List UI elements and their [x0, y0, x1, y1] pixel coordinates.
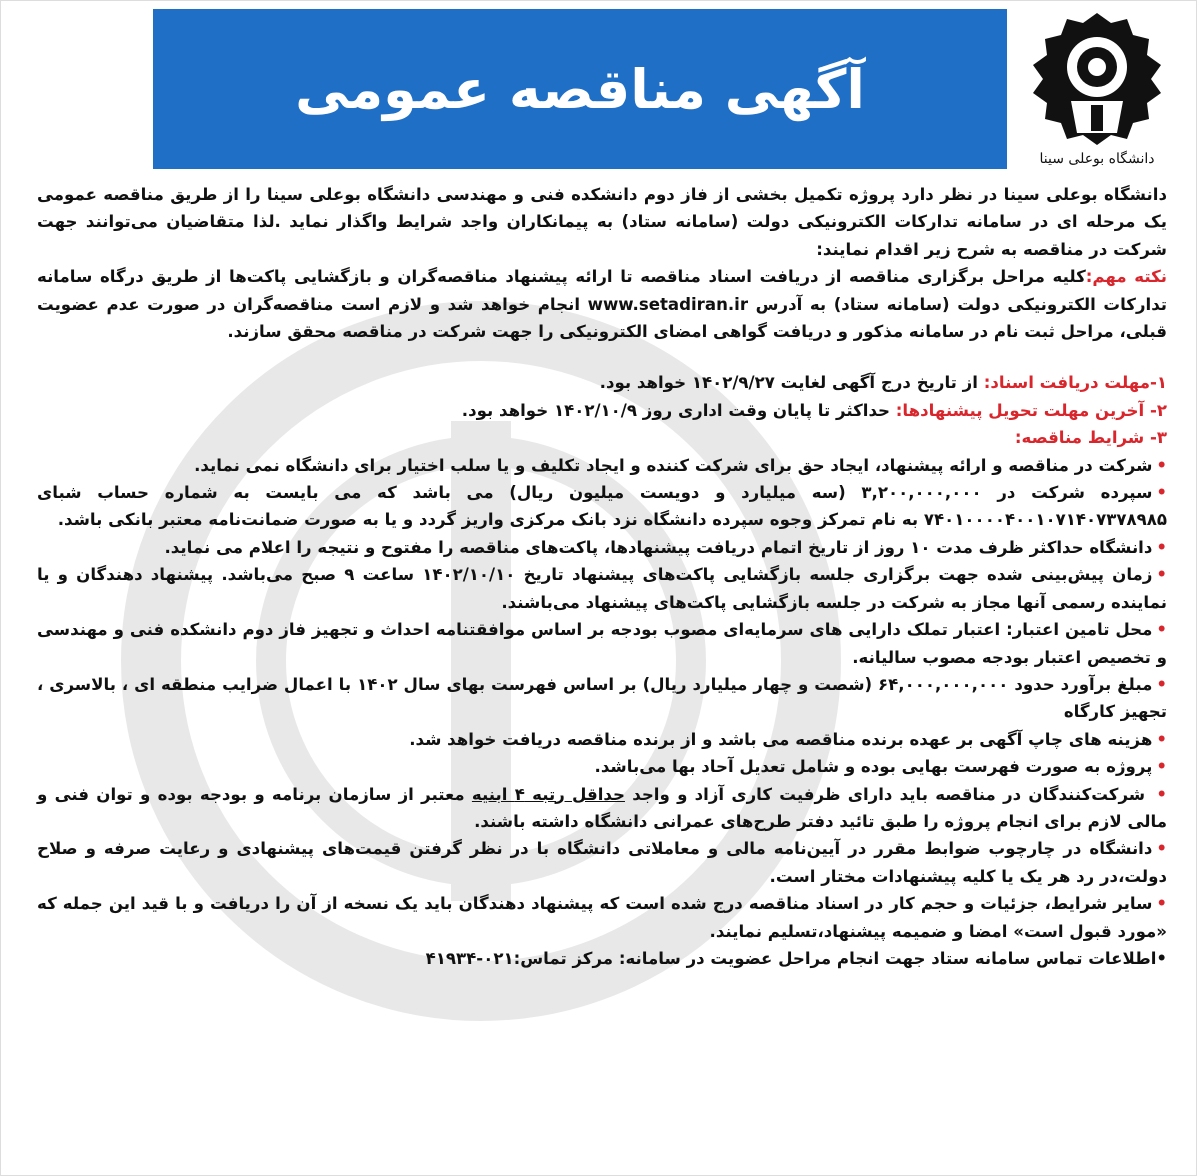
intro-paragraph: دانشگاه بوعلی سینا در نظر دارد پروژه تکمیل بخشی از فاز دوم دانشکده فنی و مهندسی دانشگاه بوعلی سینا را از طریق مناقصه عمومی یک مرحله ای در سامانه تدارکات الکترونیکی دولت (سامانه ستاد) به پیمانکاران واجد شرایط واگذار نماید .لذا متقاضیان می‌توانند جهت شرکت در مناقصه به شرح زیر اقدام نمایند:: [37, 185, 1167, 259]
grade-before: شرکت‌کنندگان در مناقصه باید دارای ظرفیت کاری آزاد و واجد: [632, 784, 1146, 804]
bu-ali-sina-emblem-icon: [1021, 9, 1173, 149]
list-item: • شرکت در مناقصه و ارائه پیشنهاد، ایجاد حق برای شرکت کننده و ایجاد تکلیف و یا سلب اختیار برای دانشگاه نمی نماید.: [37, 452, 1167, 479]
list-item: • محل تامین اعتبار: اعتبار تملک دارایی های سرمایه‌ای مصوب بودجه بر اساس موافقتنامه احداث و تجهیز فاز دوم دانشکده فنی و مهندسی و تخصیص اعتبار بودجه مصوب سالیانه.: [37, 616, 1167, 671]
list-item: • هزینه های چاپ آگهی بر عهده برنده مناقصه می باشد و از برنده مناقصه دریافت خواهد شد.: [37, 726, 1167, 753]
contact-bullet: •: [1156, 948, 1167, 968]
contact-phone: ۰۲۱-۴۱۹۳۴: [425, 948, 514, 968]
list-item: • پروژه به صورت فهرست بهایی بوده و شامل تعدیل آحاد بها می‌باشد.: [37, 753, 1167, 780]
list-item: • سپرده شرکت در ۳,۲۰۰,۰۰۰,۰۰۰ (سه میلیارد و دویست میلیون ریال) می باشد که می بایست به شماره حساب شبای ۷۴۰۱۰۰۰۰۴۰۰۱۰۷۱۴۰۷۳۷۸۹۸۵ به نام تمرکز وجوه سپرده دانشگاه نزد بانک مرکزی واریز گردد و یا به صورت ضمانت‌نامه معتبر بانکی باشد.: [37, 479, 1167, 534]
section-2: [37, 397, 1167, 424]
contact-text: اطلاعات تماس سامانه ستاد جهت انجام مراحل عضویت در سامانه: مرکز تماس:: [513, 948, 1157, 968]
list-item: • زمان پیش‌بینی شده جهت برگزاری جلسه بازگشایی پاکت‌های پیشنهاد تاریخ ۱۴۰۲/۱۰/۱۰ ساعت ۹ صبح می‌باشد. پیشنهاد دهندگان و یا نماینده رسمی آنها مجاز به شرکت در جلسه بازگشایی پاکت‌های پیشنهاد می‌باشند.: [37, 561, 1167, 616]
list-item: • مبلغ برآورد حدود ۶۴,۰۰۰,۰۰۰,۰۰۰ (شصت و چهار میلیارد ریال) بر اساس فهرست بهای سال ۱۴۰۲ با اعمال ضرایب منطقه ای ، بالاسری ، تجهیز کارگاه: [37, 671, 1167, 726]
list-item: • دانشگاه در چارچوب ضوابط مقرر در آیین‌نامه مالی و معاملاتی دانشگاه با در نظر گرفتن قیمت‌های پیشنهادی و رعایت صرفه و صلاح دولت،در رد هر یک یا کلیه پیشنهادات مختار است.: [37, 835, 1167, 890]
logo-caption: دانشگاه بوعلی سینا: [1039, 151, 1155, 167]
section-label: ۲- آخرین مهلت تحویل پیشنهادها:: [895, 400, 1167, 420]
section-3: [37, 424, 1167, 451]
note-text-after: انجام خواهد شد و لازم است مناقصه‌گران در صورت عدم عضویت قبلی، مراحل ثبت نام در سامانه مذکور و دریافت گواهی امضای الکترونیکی را جهت شرکت در مناقصه محقق سازند.: [37, 294, 1167, 342]
university-logo: [1021, 9, 1173, 173]
note-label: نکته مهم:: [1085, 267, 1167, 287]
section-text: از تاریخ درج آگهی لغایت ۱۴۰۲/۹/۲۷ خواهد بود.: [599, 373, 978, 393]
grade-after: معتبر از سازمان برنامه و بودجه بوده و توان فنی و مالی لازم برای انجام پروژه را طبق تائید دفتر طرح‌های عمرانی دانشگاه داشته باشند.: [37, 784, 1167, 831]
important-note: [37, 263, 1167, 345]
section-1: [37, 369, 1167, 396]
list-item: • سایر شرایط، جزئیات و حجم کار در اسناد مناقصه درج شده است که پیشنهاد دهندگان باید یک نسخه از آن را دریافت و با قید این جمله که «مورد قبول است» امضا و ضمیمه پیشنهاد،تسلیم نمایند.: [37, 890, 1167, 945]
list-item: • دانشگاه حداکثر ظرف مدت ۱۰ روز از تاریخ اتمام دریافت پیشنهادها، پاکت‌های مناقصه را مفتوح و نتیجه را اعلام می نماید.: [37, 534, 1167, 561]
section-label: ۱-مهلت دریافت اسناد:: [983, 373, 1167, 393]
note-text-before: کلیه مراحل برگزاری مناقصه از دریافت اسناد مناقصه تا ارائه پیشنهاد مناقصه‌گران و بازگشایی پاکت‌ها از طریق درگاه سامانه تدارکات الکترونیکی دولت (سامانه ستاد) به آدرس: [37, 267, 1168, 314]
list-item-grade: [37, 781, 1167, 836]
section-label: ۳- شرایط مناقصه:: [1014, 428, 1167, 448]
header-banner: [153, 9, 1007, 169]
grade-requirement: حداقل رتبه ۴ ابنیه: [471, 784, 625, 804]
contact-line: [37, 945, 1167, 972]
section-text: حداکثر تا پایان وقت اداری روز ۱۴۰۲/۱۰/۹ خواهد بود.: [461, 400, 890, 420]
notice-body: [37, 181, 1167, 972]
setadiran-link[interactable]: www.setadiran.ir: [587, 294, 749, 314]
page-title: آگهی مناقصه عمومی: [295, 57, 865, 121]
